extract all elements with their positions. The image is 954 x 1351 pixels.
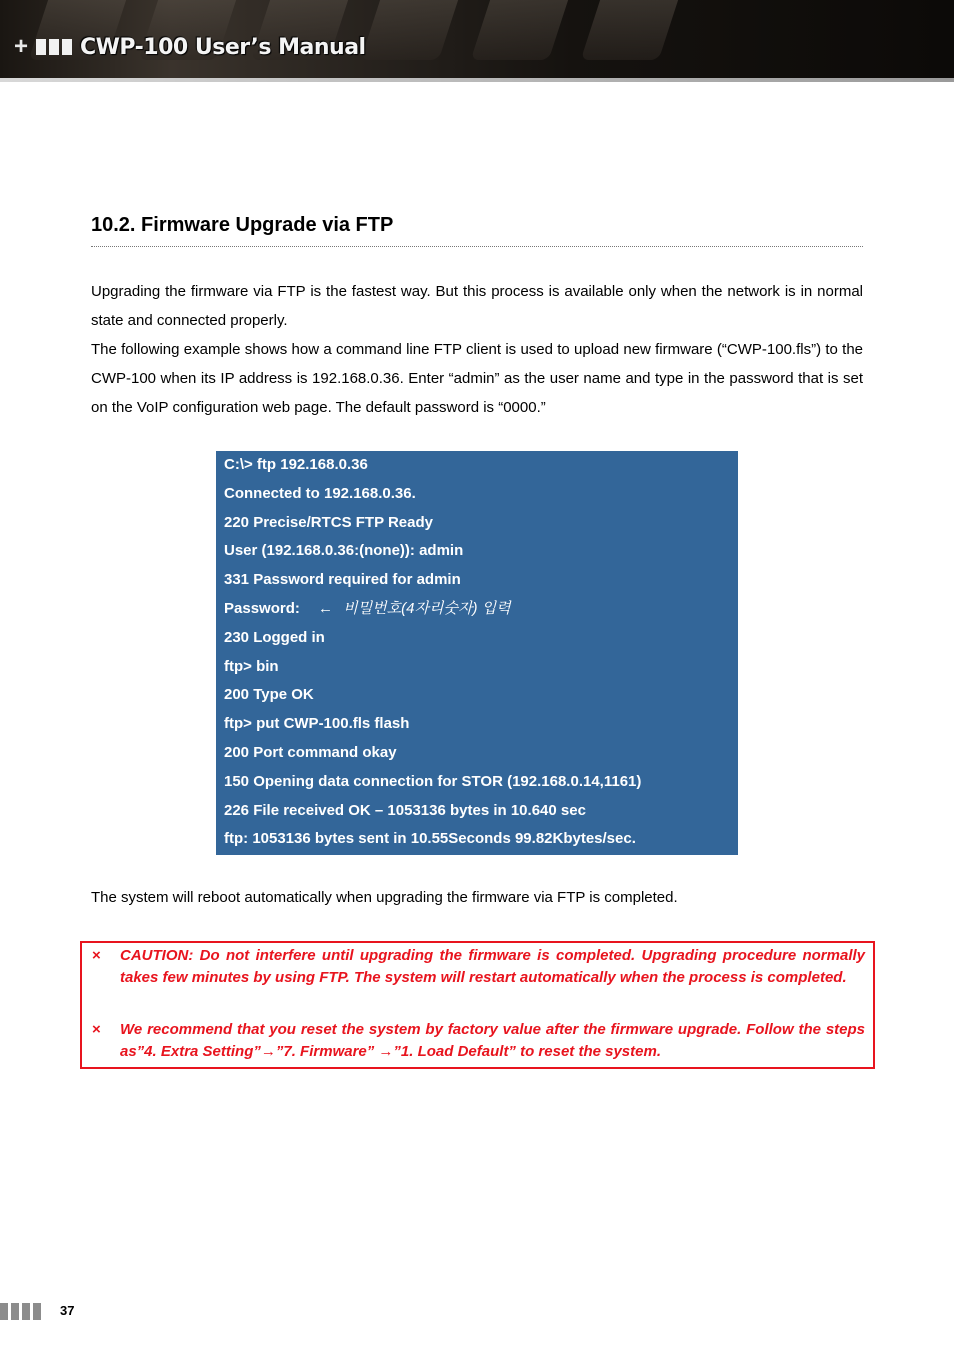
page-header bbox=[0, 0, 954, 82]
header-title-group bbox=[14, 32, 366, 62]
cross-icon: × bbox=[92, 947, 101, 964]
caution-text-2: We recommend that you reset the system by factory value after the firmware upgrade. Follow the steps as”4. Extra Setting”→”7. Firmware” →”1. Load Default” to reset the system. bbox=[120, 1021, 865, 1060]
command-line: ftp> bin bbox=[224, 657, 279, 675]
footer-bars-icon bbox=[0, 1303, 41, 1320]
command-line: 331 Password required for admin bbox=[224, 571, 461, 589]
command-line: 230 Logged in bbox=[224, 628, 325, 646]
command-line: ftp> put CWP-100.fls flash bbox=[224, 715, 410, 733]
password-note-group bbox=[318, 600, 511, 617]
command-line: 220 Precise/RTCS FTP Ready bbox=[224, 513, 433, 531]
section-divider bbox=[91, 246, 863, 247]
command-line: C:\> ftp 192.168.0.36 bbox=[224, 456, 368, 473]
caution-box bbox=[80, 941, 875, 1069]
caution-item-2 bbox=[92, 1019, 865, 1063]
bars-icon bbox=[36, 39, 72, 55]
command-line: User (192.168.0.36:(none)): admin bbox=[224, 542, 464, 560]
ftp-command-example bbox=[216, 451, 738, 855]
cross-icon: × bbox=[92, 1021, 101, 1038]
intro-paragraph-1: Upgrading the firmware via FTP is the fastest way. But this process is available only when the network is in normal state and connected properly. bbox=[91, 283, 863, 329]
command-line: 150 Opening data connection for STOR (192.168.0.14,1161) bbox=[224, 772, 642, 790]
caution-item-1 bbox=[92, 945, 865, 989]
plus-icon: + bbox=[14, 33, 29, 60]
reboot-note: The system will reboot automatically when upgrading the firmware via FTP is completed. bbox=[91, 889, 678, 906]
command-line: ftp: 1053136 bytes sent in 10.55Seconds 99.82Kbytes/sec. bbox=[224, 830, 636, 848]
password-note: 비밀번호(4자리숫자) 입력 bbox=[343, 599, 511, 617]
command-line: Connected to 192.168.0.36. bbox=[224, 484, 416, 502]
keyboard-key-decoration bbox=[581, 0, 682, 60]
keyboard-key-decoration bbox=[361, 0, 462, 60]
page-number: 37 bbox=[60, 1303, 75, 1318]
command-line: 200 Port command okay bbox=[224, 743, 397, 761]
command-line-password bbox=[224, 595, 730, 624]
intro-paragraph-2: The following example shows how a command line FTP client is used to upload new firmware (“CWP-100.fls”) to the CWP-100 when its IP address is 192.168.0.36. Enter “admin” as the user name and type in the password that is set on the VoIP configuration web page. The default password is “0000.” bbox=[91, 341, 863, 416]
caution-text-1: CAUTION: Do not interfere until upgrading the firmware is completed. Upgrading procedure normally takes few minutes by using FTP. The system will restart automatically when the process is completed. bbox=[120, 947, 865, 986]
section-title: 10.2. Firmware Upgrade via FTP bbox=[91, 214, 394, 236]
command-line: 200 Type OK bbox=[224, 686, 314, 704]
header-divider bbox=[0, 78, 954, 82]
password-prompt: Password: bbox=[224, 599, 300, 617]
command-line: 226 File received OK – 1053136 bytes in 10.640 sec bbox=[224, 801, 586, 819]
keyboard-key-decoration bbox=[471, 0, 572, 60]
arrow-left-icon: ← bbox=[318, 599, 334, 617]
manual-title: CWP-100 User’s Manual bbox=[80, 34, 366, 60]
